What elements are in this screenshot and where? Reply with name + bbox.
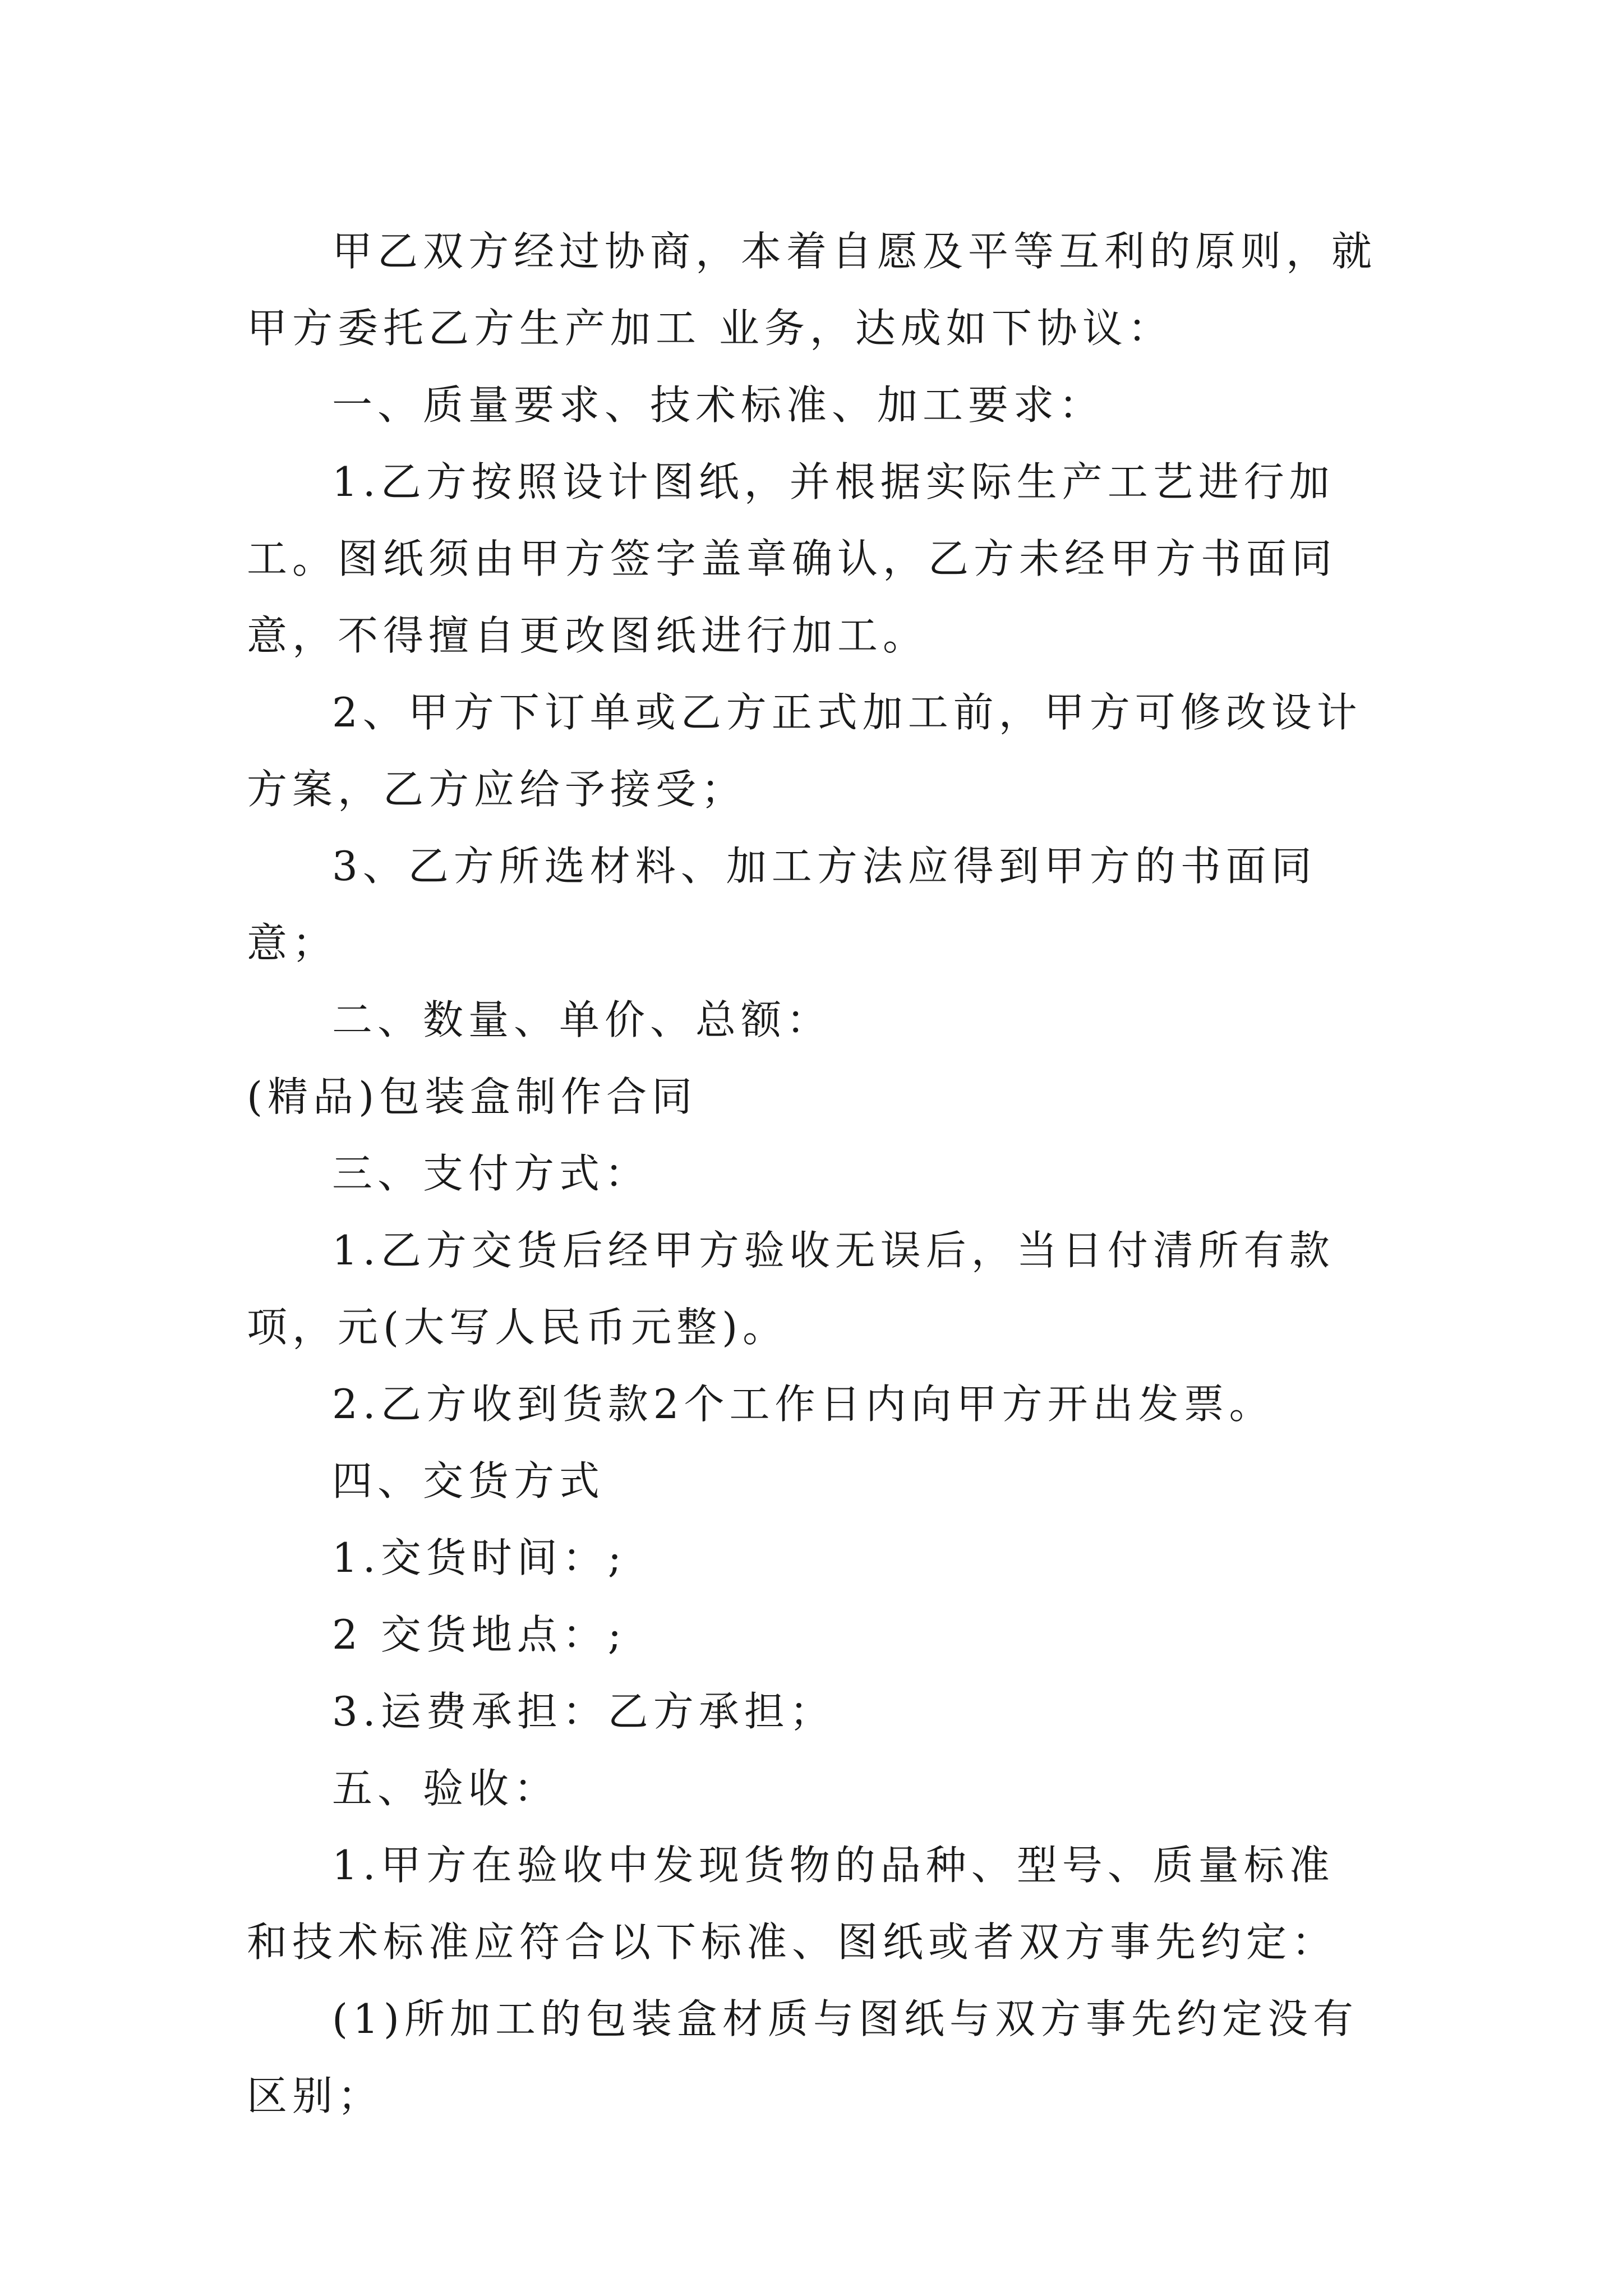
clause-delivery-1: 1.交货时间：; <box>332 1534 626 1581</box>
clause-acceptance-1-1: (1)所加工的包装盒材质与图纸与双方事先约定没有区别； <box>247 1995 1358 2119</box>
clause-quality-3: 3、乙方所选材料、加工方法应得到甲方的书面同意； <box>247 843 1317 967</box>
clause-acceptance-1: 1.甲方在验收中发现货物的品种、型号、质量标准和技术标准应符合以下标准、图纸或者双方事先约定： <box>247 1842 1338 1966</box>
contract-body <box>247 213 1380 2134</box>
section-heading-quantity: 二、数量、单价、总额： <box>332 996 832 1043</box>
contract-title-line: (精品)包装盒制作合同 <box>247 1073 698 1120</box>
clause-payment-1: 1.乙方交货后经甲方验收无误后，当日付清所有款项，元(大写人民币元整)。 <box>247 1227 1335 1351</box>
clause-delivery-2: 2 交货地点：; <box>332 1611 626 1658</box>
section-heading-delivery: 四、交货方式 <box>332 1457 605 1504</box>
clause-delivery-3: 3.运费承担：乙方承担； <box>332 1688 835 1735</box>
section-heading-acceptance: 五、验收： <box>332 1765 560 1812</box>
intro-paragraph: 甲乙双方经过协商，本着自愿及平等互利的原则，就甲方委托乙方生产加工 业务，达成如下协议： <box>247 228 1377 352</box>
section-heading-quality: 一、质量要求、技术标准、加工要求： <box>332 381 1105 429</box>
clause-payment-2: 2.乙方收到货款2个工作日内向甲方开出发票。 <box>332 1381 1275 1428</box>
clause-quality-2: 2、甲方下订单或乙方正式加工前，甲方可修改设计方案，乙方应给予接受； <box>247 689 1362 813</box>
section-heading-payment: 三、支付方式： <box>332 1150 651 1197</box>
clause-quality-1: 1.乙方按照设计图纸，并根据实际生产工艺进行加工。图纸须由甲方签字盖章确认，乙方未经甲方书面同意，不得擅自更改图纸进行加工。 <box>247 458 1338 659</box>
